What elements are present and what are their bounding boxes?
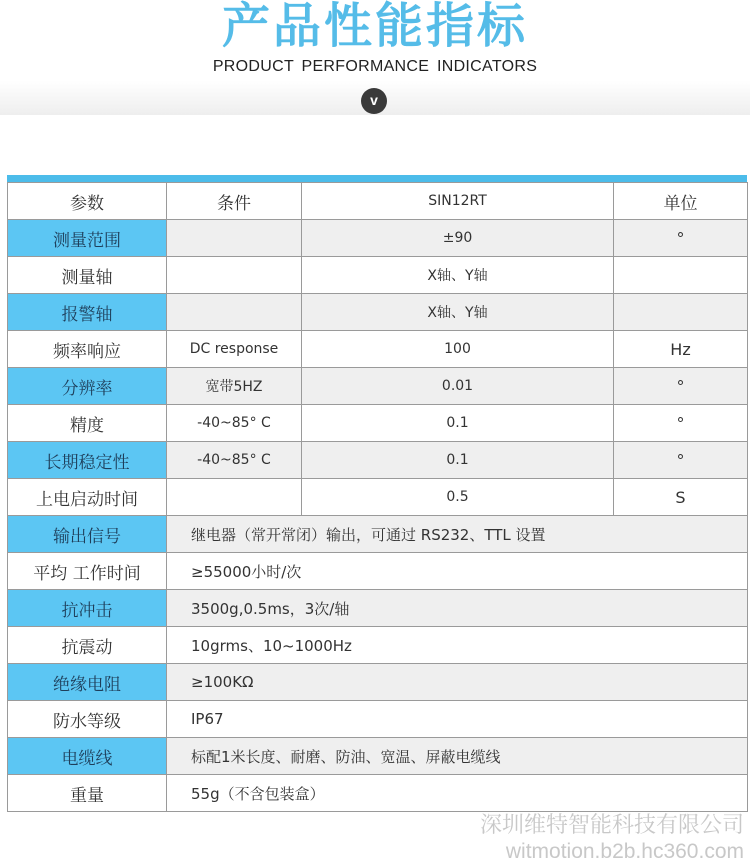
table-row (8, 701, 748, 738)
page-subtitle: PRODUCT PERFORMANCE INDICATORS (212, 58, 538, 75)
param-cell: 分辨率 (8, 368, 167, 405)
condition-cell: 宽带5HZ (167, 368, 302, 405)
value-cell: IP67 (167, 701, 748, 738)
condition-cell (167, 294, 302, 331)
table-header-row (8, 183, 748, 220)
table-row (8, 220, 748, 257)
param-cell: 长期稳定性 (8, 442, 167, 479)
value-cell: ≥55000小时/次 (167, 553, 748, 590)
unit-cell: ° (614, 442, 748, 479)
unit-cell: ° (614, 405, 748, 442)
value-cell: 0.1 (302, 442, 614, 479)
value-cell: 100 (302, 331, 614, 368)
param-cell: 测量轴 (8, 257, 167, 294)
table-row (8, 664, 748, 701)
table-row (8, 257, 748, 294)
param-cell: 上电启动时间 (8, 479, 167, 516)
table-row (8, 775, 748, 812)
param-cell: 防水等级 (8, 701, 167, 738)
table-row (8, 368, 748, 405)
param-cell: 平均 工作时间 (8, 553, 167, 590)
param-cell: 测量范围 (8, 220, 167, 257)
param-cell: 精度 (8, 405, 167, 442)
param-cell: 抗冲击 (8, 590, 167, 627)
param-cell: 报警轴 (8, 294, 167, 331)
page-title: 产品性能指标 (221, 0, 528, 54)
table-row (8, 294, 748, 331)
watermark-company: 深圳维特智能科技有限公司 (479, 813, 744, 838)
unit-cell: S (614, 479, 748, 516)
unit-cell (614, 294, 748, 331)
table-row (8, 553, 748, 590)
table-row (8, 516, 748, 553)
column-header-condition: 条件 (167, 183, 302, 220)
unit-cell: ° (614, 368, 748, 405)
column-header-model: SIN12RT (302, 183, 614, 220)
param-cell: 频率响应 (8, 331, 167, 368)
param-cell: 电缆线 (8, 738, 167, 775)
table-top-bar (7, 175, 747, 182)
unit-cell: Hz (614, 331, 748, 368)
table-row (8, 442, 748, 479)
watermark-site: witmotion.b2b.hc360.com (505, 840, 744, 863)
watermark (480, 813, 744, 865)
value-cell: ≥100KΩ (167, 664, 748, 701)
value-cell: 55g（不含包装盒） (167, 775, 748, 812)
condition-cell: -40~85° C (167, 405, 302, 442)
value-cell: 0.5 (302, 479, 614, 516)
unit-cell: ° (614, 220, 748, 257)
param-cell: 抗震动 (8, 627, 167, 664)
value-cell: X轴、Y轴 (302, 257, 614, 294)
table-row (8, 405, 748, 442)
table-row (8, 738, 748, 775)
condition-cell (167, 257, 302, 294)
condition-cell: DC response (167, 331, 302, 368)
value-cell: ±90 (302, 220, 614, 257)
condition-cell (167, 479, 302, 516)
column-header-param: 参数 (8, 183, 167, 220)
value-cell: 标配1米长度、耐磨、防油、宽温、屏蔽电缆线 (167, 738, 748, 775)
table-row (8, 590, 748, 627)
value-cell: 0.01 (302, 368, 614, 405)
value-cell: 10grms、10~1000Hz (167, 627, 748, 664)
chevron-down-icon[interactable]: v (361, 88, 387, 114)
table-row (8, 479, 748, 516)
table-row (8, 331, 748, 368)
spec-table (7, 182, 748, 812)
param-cell: 重量 (8, 775, 167, 812)
column-header-unit: 单位 (614, 183, 748, 220)
condition-cell (167, 220, 302, 257)
value-cell: 0.1 (302, 405, 614, 442)
unit-cell (614, 257, 748, 294)
value-cell: 3500g,0.5ms，3次/轴 (167, 590, 748, 627)
table-row (8, 627, 748, 664)
param-cell: 绝缘电阻 (8, 664, 167, 701)
value-cell: 继电器（常开常闭）输出，可通过 RS232、TTL 设置 (167, 516, 748, 553)
value-cell: X轴、Y轴 (302, 294, 614, 331)
condition-cell: -40~85° C (167, 442, 302, 479)
param-cell: 输出信号 (8, 516, 167, 553)
